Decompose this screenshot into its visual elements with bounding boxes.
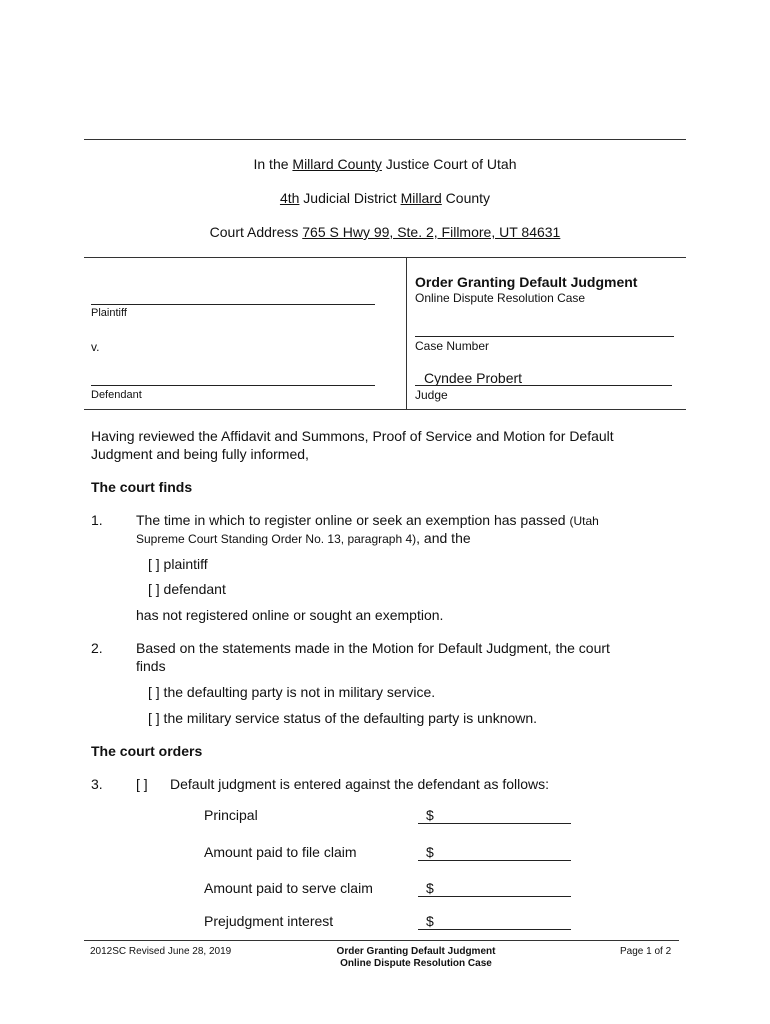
item2-option-not-military[interactable]: [ ] the defaulting party is not in military service.: [148, 684, 436, 700]
versus-label: v.: [91, 340, 100, 354]
district-suffix: County: [441, 190, 491, 206]
amount-label-principal: Principal: [204, 807, 258, 823]
amount-field-file-claim[interactable]: [418, 860, 571, 861]
caption-divider: [406, 257, 407, 409]
case-number-label: Case Number: [415, 339, 490, 353]
amount-label-serve-claim: Amount paid to serve claim: [204, 880, 373, 896]
item3-number: 3.: [91, 776, 103, 792]
item2-option-unknown[interactable]: [ ] the military service status of the defaulting party is unknown.: [148, 710, 538, 726]
item1-text-a: The time in which to register online or seek an exemption has passed: [136, 512, 570, 528]
footer-page-number: Page 1 of 2: [620, 946, 672, 957]
item1-cite-b: Supreme Court Standing Order No. 13, paragraph 4): [136, 532, 417, 546]
judge-line: [415, 385, 672, 386]
amount-label-file-claim: Amount paid to file claim: [204, 844, 357, 860]
item1-cite-a: (Utah: [569, 514, 599, 528]
item1-line2: [136, 530, 471, 546]
plaintiff-label: Plaintiff: [91, 307, 127, 319]
court-suffix: Justice Court of Utah: [381, 156, 517, 172]
item1-text-b: , and the: [416, 530, 471, 546]
item2-line2: finds: [136, 658, 166, 674]
item2-line1: Based on the statements made in the Motion for Default Judgment, the court: [136, 640, 610, 656]
plaintiff-signature-line[interactable]: [91, 304, 375, 305]
amount-symbol-file-claim: $: [426, 844, 434, 860]
caption-top-rule: [84, 257, 686, 258]
top-rule: [84, 139, 686, 140]
finds-heading: The court finds: [91, 479, 193, 495]
district-county: Millard: [400, 190, 442, 206]
footer-title-line2: Online Dispute Resolution Case: [340, 958, 492, 969]
court-county: Millard County: [292, 156, 382, 172]
footer-title-line1: Order Granting Default Judgment: [336, 946, 496, 957]
item1-tail: has not registered online or sought an exemption.: [136, 607, 444, 623]
item2-number: 2.: [91, 640, 103, 656]
caption-bottom-rule: [84, 409, 686, 410]
document-title: Order Granting Default Judgment: [415, 274, 638, 290]
judge-label: Judge: [415, 388, 448, 402]
defendant-signature-line[interactable]: [91, 385, 375, 386]
intro-line-2: Judgment and being fully informed,: [91, 446, 309, 462]
footer-form-id: 2012SC Revised June 28, 2019: [90, 946, 232, 957]
amount-field-prejudgment-interest[interactable]: [418, 929, 571, 930]
case-number-line[interactable]: [415, 336, 674, 337]
item1-number: 1.: [91, 512, 103, 528]
court-address-line: [84, 224, 686, 240]
amount-symbol-serve-claim: $: [426, 880, 434, 896]
court-address: 765 S Hwy 99, Ste. 2, Fillmore, UT 84631: [302, 224, 561, 240]
footer-rule: [84, 940, 679, 941]
district-mid: Judicial District: [299, 190, 401, 206]
item1-option-plaintiff[interactable]: [ ] plaintiff: [148, 556, 208, 572]
orders-heading: The court orders: [91, 743, 203, 759]
amount-label-prejudgment-interest: Prejudgment interest: [204, 913, 334, 929]
defendant-label: Defendant: [91, 389, 142, 401]
district-line: [84, 190, 686, 206]
item1-option-defendant[interactable]: [ ] defendant: [148, 581, 226, 597]
amount-field-principal[interactable]: [418, 823, 571, 824]
district-number: 4th: [279, 190, 300, 206]
court-name-line: [84, 156, 686, 172]
amount-symbol-prejudgment-interest: $: [426, 913, 434, 929]
judge-name: Cyndee Probert: [424, 370, 523, 386]
intro-line-1: Having reviewed the Affidavit and Summons, Proof of Service and Motion for Default: [91, 428, 614, 444]
document-subtitle: Online Dispute Resolution Case: [415, 291, 586, 305]
item1-line1: [136, 512, 599, 528]
amount-field-serve-claim[interactable]: [418, 896, 571, 897]
court-prefix: In the: [253, 156, 293, 172]
address-prefix: Court Address: [209, 224, 303, 240]
amount-symbol-principal: $: [426, 807, 434, 823]
item3-text: Default judgment is entered against the defendant as follows:: [170, 776, 550, 792]
item3-checkbox[interactable]: [ ]: [136, 776, 148, 792]
